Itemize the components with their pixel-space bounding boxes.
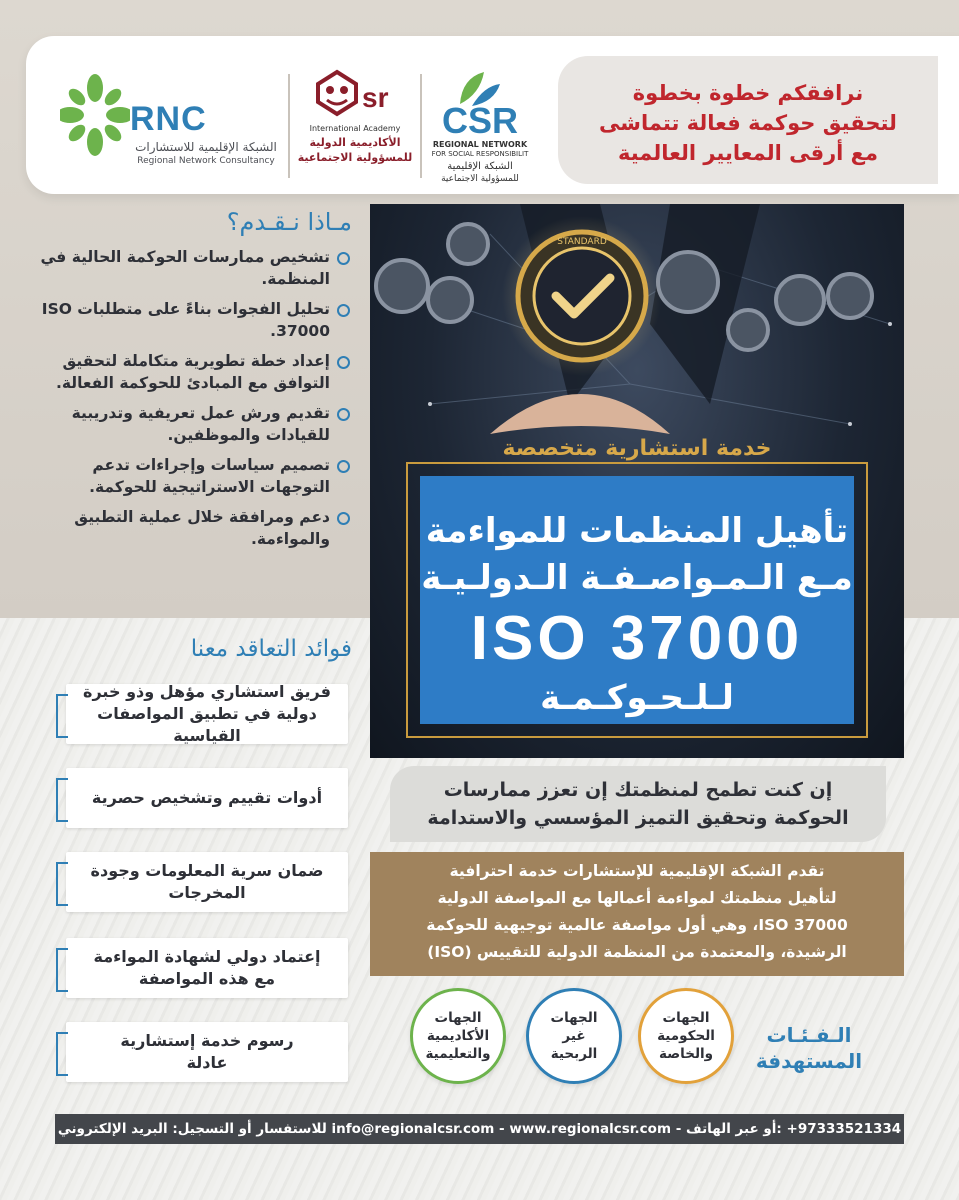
benefit-text: مع هذه المواصفة (138, 969, 276, 988)
gear-icon (448, 224, 488, 264)
hero-title-box (420, 476, 854, 724)
hero-line-4: لـلـحـوكـمـة (540, 678, 734, 718)
target-title-line: المستهدفة (755, 1049, 863, 1073)
academy-sr: sr (362, 82, 389, 113)
target-title (744, 1022, 874, 1074)
benefits-title: فوائد التعاقد معنا (190, 636, 352, 662)
description-line: تقدم الشبكة الإقليمية للإستشارات خدمة احترافية (449, 862, 825, 880)
description-line: ISO 37000، وهي أول مواصفة عالمية توجيهية للحوكمة (426, 916, 848, 934)
csr-english-2: FOR SOCIAL RESPONSIBILIT (431, 150, 529, 158)
footer-phone[interactable]: +97333521334 (786, 1121, 902, 1137)
csr-english-1: REGIONAL NETWORK (432, 140, 528, 149)
offer-item: إعداد خطة تطويرية متكاملة لتحقيق التوافق مع المبادئ للحوكمة الفعالة. (20, 350, 350, 394)
rnc-arabic: الشبكة الإقليمية للاستشارات (135, 140, 277, 154)
target-text: الحكومية (657, 1028, 715, 1044)
offer-item: تحليل الفجوات بناءً على متطلبات ISO 37000. (20, 298, 350, 342)
tagline-line: لتحقيق حوكمة فعالة تتماشى (599, 111, 897, 135)
benefit-text: أدوات تقييم وتشخيص حصرية (91, 788, 323, 807)
ambition-line: إن كنت تطمح لمنظمتك إن تعزز ممارسات (443, 779, 833, 801)
ambition-panel (390, 766, 886, 842)
target-text: الأكاديمية (426, 1028, 490, 1044)
hero-line-1: تأهيل المنظمات للمواءمة (425, 511, 849, 551)
benefit-card (66, 684, 348, 744)
benefit-card (66, 1022, 348, 1082)
gear-icon (776, 276, 824, 324)
academy-arabic-1: الأكاديمية الدولية (309, 136, 401, 149)
offer-title: مـاذا نـقـدم؟ (226, 208, 352, 236)
csr-arabic-1: الشبكة الإقليمية (447, 161, 513, 172)
footer-phone-label: أو عبر الهاتف: (686, 1121, 782, 1137)
offer-item: تشخيص ممارسات الحوكمة الحالية في المنظمة. (20, 246, 350, 290)
benefit-text: ضمان سرية المعلومات وجودة (90, 861, 324, 880)
csr-logo (420, 66, 540, 186)
target-text: الجهات (550, 1010, 598, 1026)
target-text: والتعليمية (425, 1046, 491, 1062)
gear-icon (828, 274, 872, 318)
contact-footer (55, 1114, 904, 1144)
target-group-nonprofit (526, 988, 622, 1084)
target-text: والخاصة (658, 1046, 714, 1062)
hero-panel (370, 204, 904, 758)
hero-iso-title: ISO 37000 (470, 604, 804, 673)
footer-separator: - (675, 1121, 687, 1137)
description-line: الرشيدة، والمعتمدة من المنظمة الدولية للتقييس (ISO) (427, 943, 847, 961)
rnc-name: RNC (130, 100, 207, 138)
benefit-text: فريق استشاري مؤهل وذو خبرة (83, 682, 331, 701)
description-line: لتأهيل منظمتك لمواءمة أعمالها مع المواصفة الدولية (437, 889, 837, 907)
tagline-line: مع أرقى المعايير العالمية (617, 141, 879, 165)
academy-logo (290, 64, 420, 184)
hero-line-2: مـع الـمـواصـفـة الـدولـيـة (421, 558, 853, 598)
offer-item: تقديم ورش عمل تعريفية وتدريبية للقيادات والموظفين. (20, 402, 350, 446)
description-panel (370, 852, 904, 976)
offer-item: تصميم سياسات وإجراءات تدعم التوجهات الاستراتيجية للحوكمة. (20, 454, 350, 498)
benefit-text: رسوم خدمة إستشارية (120, 1031, 294, 1050)
benefit-text: المخرجات (168, 883, 246, 902)
gear-icon (728, 310, 768, 350)
benefit-card (66, 938, 348, 998)
gear-icon (376, 260, 428, 312)
benefit-text: عادلة (186, 1053, 228, 1072)
csr-arabic-2: للمسؤولية الاجتماعية (441, 174, 519, 184)
benefit-card (66, 768, 348, 828)
benefit-text: إعتماد دولي لشهادة المواءمة (93, 947, 321, 966)
offer-list (20, 246, 350, 558)
offer-item: دعم ومرافقة خلال عملية التطبيق والمواءمة. (20, 506, 350, 550)
gear-icon (428, 278, 472, 322)
rnc-logo (60, 70, 290, 180)
footer-label: للاستفسار أو التسجيل: البريد الإلكتروني (57, 1121, 327, 1137)
target-text: الجهات (434, 1010, 482, 1026)
gear-icon (658, 252, 718, 312)
ambition-line: الحوكمة وتحقيق التميز المؤسسي والاستدامة (427, 807, 849, 829)
footer-website[interactable]: www.regionalcsr.com (509, 1121, 672, 1137)
target-text: الربحية (550, 1046, 598, 1062)
benefit-text: دولية في تطبيق المواصفات القياسية (97, 704, 317, 745)
csr-name: CSR (441, 100, 518, 141)
target-text: الجهات (662, 1010, 710, 1026)
hero-subtitle: خدمة استشارية متخصصة (502, 436, 772, 461)
target-title-line: الـفـئـات (766, 1023, 852, 1047)
academy-arabic-2: للمسؤولية الاجتماعية (297, 151, 413, 164)
hero-frame (406, 462, 868, 738)
tagline-panel (558, 56, 938, 184)
footer-separator: - (499, 1121, 510, 1137)
target-group-academic (410, 988, 506, 1084)
academy-emblem-icon (312, 68, 362, 118)
target-text: غير (562, 1028, 586, 1044)
target-group-government (638, 988, 734, 1084)
tagline-line: نرافقكم خطوة بخطوة (632, 81, 864, 105)
badge-text: STANDARD (557, 237, 607, 247)
rnc-english: Regional Network Consultancy (137, 156, 275, 166)
footer-email[interactable]: info@regionalcsr.com (331, 1121, 495, 1137)
academy-english: International Academy (309, 124, 401, 133)
rnc-leaf-icon (60, 70, 130, 160)
benefit-card (66, 852, 348, 912)
